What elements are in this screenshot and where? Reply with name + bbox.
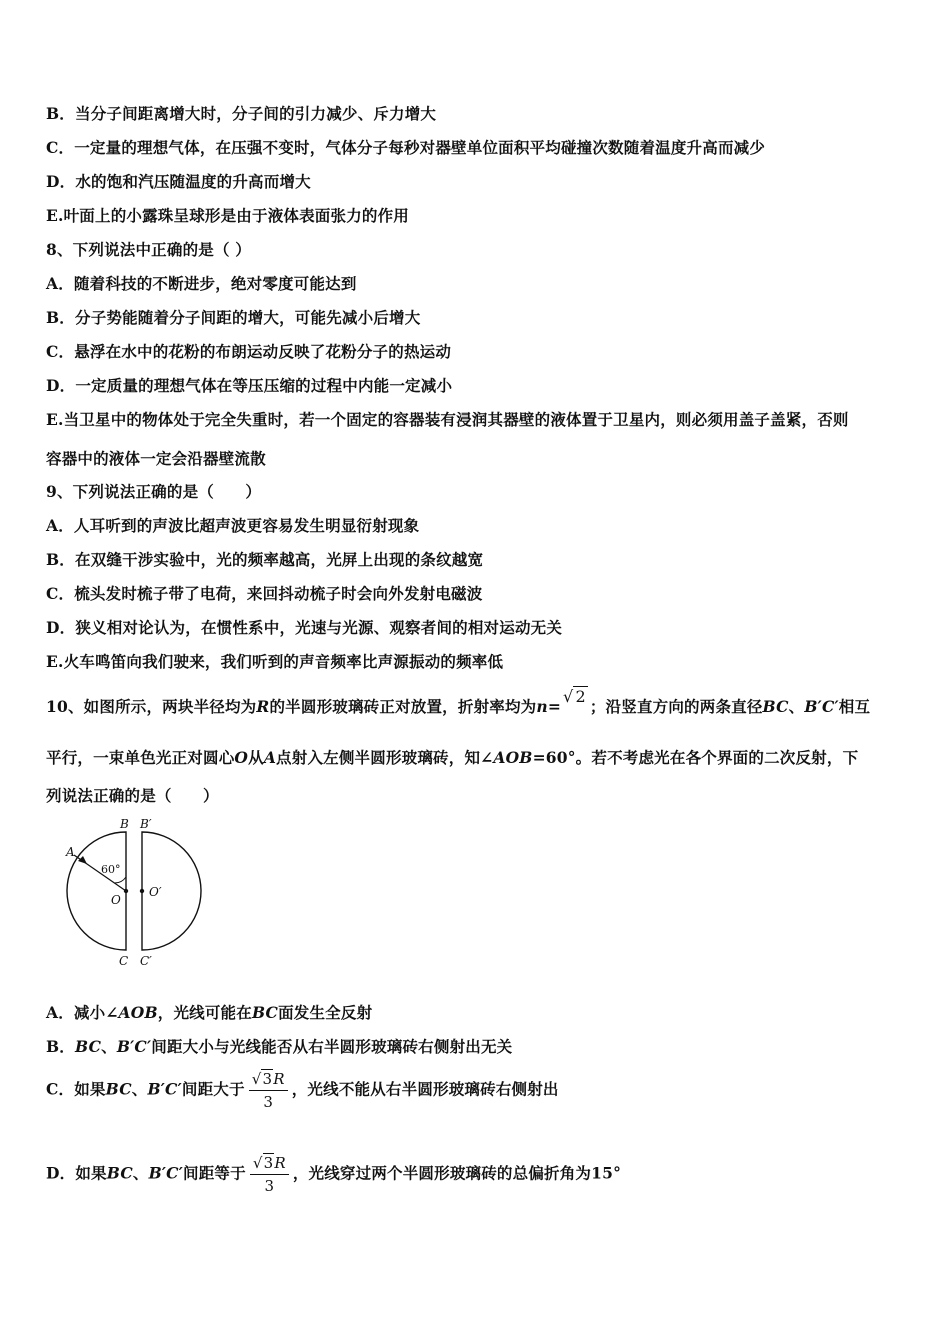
fig-label-angle: 60° <box>101 863 121 876</box>
q9-stem: 9、下列说法正确的是（ ） <box>46 482 262 501</box>
q8-option-e-line2: 容器中的液体一定会沿器壁流散 <box>46 449 266 468</box>
q10-opt-b-sep: 、 <box>101 1037 117 1056</box>
q9-option-e: E.火车鸣笛向我们驶来，我们听到的声音频率比声源振动的频率低 <box>46 652 504 671</box>
q9-option-d: D．狭义相对论认为，在惯性系中，光速与光源、观察者间的相对运动无关 <box>46 618 563 637</box>
diameter-bpcp: B′C′ <box>804 697 839 716</box>
q7-option-d: D．水的饱和汽压随温度的升高而增大 <box>46 172 311 191</box>
q10-opt-b-text: 间距大小与光线能否从右半圆形玻璃砖右侧射出无关 <box>151 1037 513 1056</box>
q8-option-d: D．一定质量的理想气体在等压压缩的过程中内能一定减小 <box>46 376 453 395</box>
q10-opt-d-denominator: 3 <box>264 1177 275 1195</box>
point-a: A <box>263 748 277 767</box>
q10-opt-c-bpcp: B′C′ <box>147 1079 182 1099</box>
left-semicircle <box>67 832 126 950</box>
q10-stem-text-3: ；沿竖直方向的两条直径 <box>589 697 763 716</box>
q10-opt-d-sqrt-arg: 3 <box>263 1154 274 1172</box>
q8-option-b: B．分子势能随着分子间距的增大，可能先减小后增大 <box>46 308 421 327</box>
q8-option-e-line1: E.当卫星中的物体处于完全失重时，若一个固定的容器装有浸润其器壁的液体置于卫星内，则必须用盖子盖紧，否则 <box>46 410 849 429</box>
q10-opt-d-text-1: D．如果 <box>46 1163 107 1183</box>
q7-option-c: C．一定量的理想气体，在压强不变时，气体分子每秒对器壁单位面积平均碰撞次数随着温度升高而减少 <box>46 138 766 157</box>
q10-opt-c-sqrt-arg: 3 <box>262 1070 273 1088</box>
q10-opt-c-denominator: 3 <box>263 1093 274 1111</box>
q10-opt-c-text-1: C．如果 <box>46 1079 106 1099</box>
q10-opt-b-bpcp: B′C′ <box>116 1037 152 1056</box>
q10-opt-d-fraction: $\frac{√3R}{3}$ <box>250 1154 289 1195</box>
q9-option-b: B．在双缝干涉实验中，光的频率越高，光屏上出现的条纹越宽 <box>46 550 484 569</box>
q7-option-e: E.叶面上的小露珠呈球形是由于液体表面张力的作用 <box>46 206 410 225</box>
angle-arc <box>114 877 126 883</box>
q10-opt-a-text-3: 面发生全反射 <box>278 1003 373 1022</box>
q8-option-a: A．随着科技的不断进步，绝对零度可能达到 <box>46 274 357 293</box>
q10-line2-text-4: =60°。若不考虑光在各个界面的二次反射，下 <box>532 748 859 767</box>
q10-opt-d-text-3: ，光线穿过两个半圆形玻璃砖的总偏折角为15° <box>292 1163 622 1183</box>
q10-opt-d-frac-r: R <box>274 1154 286 1172</box>
q10-stem-line3: 列说法正确的是（ ） <box>46 786 219 805</box>
q10-option-b <box>46 1035 512 1057</box>
q10-opt-d-bpcp: B′C′ <box>148 1163 183 1183</box>
q10-opt-a-angle: AOB <box>118 1003 158 1022</box>
semicircle-glass-figure <box>58 815 208 970</box>
diameter-bc: BC <box>762 697 789 716</box>
q10-opt-c-bc: BC <box>105 1079 132 1099</box>
q10-option-c <box>46 1070 559 1111</box>
fig-label-b: B <box>120 817 129 831</box>
fig-label-a: A <box>66 845 75 859</box>
q9-option-a: A．人耳听到的声波比超声波更容易发生明显衍射现象 <box>46 516 420 535</box>
q10-opt-a-bc: BC <box>251 1003 279 1022</box>
q7-option-b: B．当分子间距离增大时，分子间的引力减少、斥力增大 <box>46 104 437 123</box>
q10-opt-d-sep: 、 <box>132 1163 149 1183</box>
q10-line2-text-3: 点射入左侧半圆形玻璃砖，知∠ <box>276 748 494 767</box>
angle-aob: AOB <box>493 748 533 767</box>
q10-stem-text-1: 10、如图所示，两块半径均为 <box>46 697 257 716</box>
separator: 、 <box>788 697 805 716</box>
sqrt-two: √ 2 <box>563 687 586 706</box>
radius-symbol: R <box>256 697 270 716</box>
q10-option-d <box>46 1154 621 1195</box>
q8-option-c: C．悬浮在水中的花粉的布朗运动反映了花粉分子的热运动 <box>46 342 452 361</box>
q10-stem-line2 <box>46 746 858 768</box>
q8-stem: 8、下列说法中正确的是（ ） <box>46 240 251 259</box>
q10-opt-d-text-2: 间距等于 <box>183 1163 246 1183</box>
q10-opt-b-label: B． <box>46 1037 76 1056</box>
fig-label-op: O′ <box>149 885 162 899</box>
q10-opt-d-bc: BC <box>106 1163 133 1183</box>
fig-label-c: C <box>119 954 129 968</box>
n-equals: n= <box>536 697 562 716</box>
center-op-dot <box>140 889 144 893</box>
fig-label-bp: B′ <box>140 817 152 831</box>
q10-stem-text-4: 相互 <box>838 697 871 716</box>
q10-line2-text-1: 平行，一束单色光正对圆心 <box>46 748 235 767</box>
q10-option-a <box>46 1001 372 1023</box>
q10-opt-a-text-1: A．减小∠ <box>46 1003 119 1022</box>
fig-label-cp: C′ <box>140 954 152 968</box>
center-o-dot <box>124 889 128 893</box>
q9-option-c: C．梳头发时梳子带了电荷，来回抖动梳子时会向外发射电磁波 <box>46 584 483 603</box>
q10-opt-a-text-2: ，光线可能在 <box>157 1003 252 1022</box>
q10-line2-text-2: 从 <box>248 748 264 767</box>
q10-opt-c-sep: 、 <box>131 1079 148 1099</box>
q10-opt-c-fraction: $\frac{√3R}{3}$ <box>249 1070 288 1111</box>
q10-stem-text-2: 的半圆形玻璃砖正对放置，折射率均为 <box>269 697 537 716</box>
q10-opt-c-frac-r: R <box>273 1070 285 1088</box>
ray-arrow <box>78 856 87 864</box>
q10-opt-c-text-3: ，光线不能从右半圆形玻璃砖右侧射出 <box>291 1079 559 1099</box>
point-o: O <box>234 748 249 767</box>
q10-opt-b-bc: BC <box>75 1037 102 1056</box>
fig-label-o: O <box>111 893 121 907</box>
q10-opt-c-text-2: 间距大于 <box>181 1079 245 1099</box>
sqrt-arg: 2 <box>575 687 586 706</box>
q10-stem-line1 <box>46 687 871 717</box>
